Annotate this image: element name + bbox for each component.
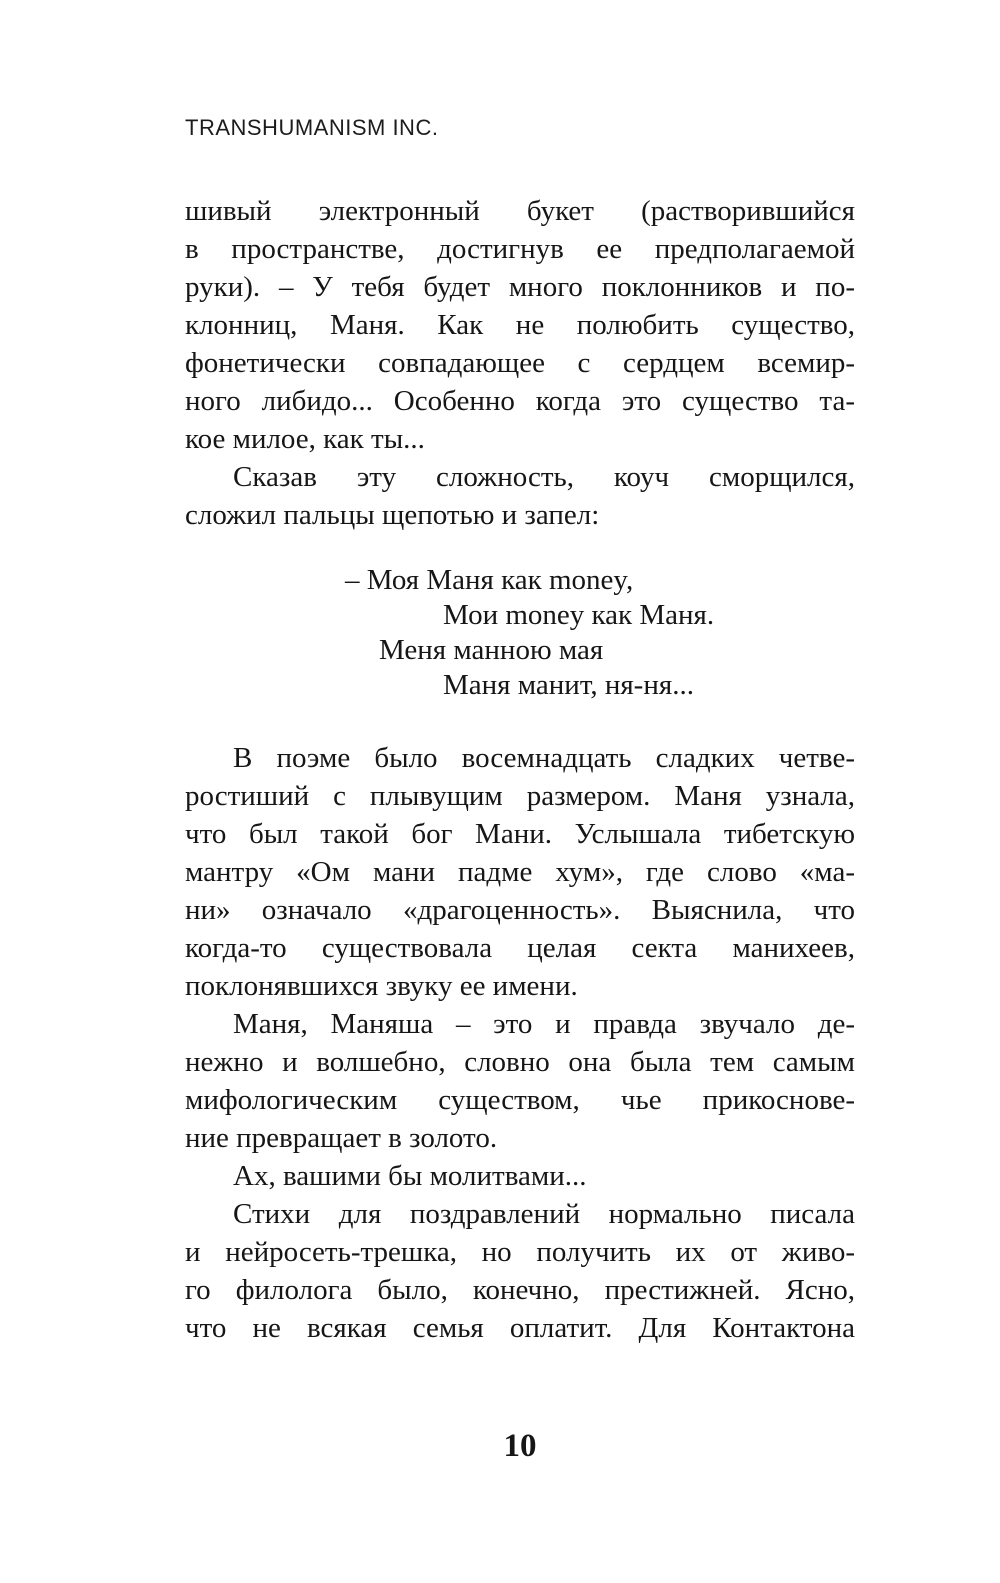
- text-line: ние превращает в золото.: [185, 1122, 498, 1154]
- text-line: ного либидо... Особенно когда это существо та-: [185, 385, 855, 417]
- text-line: что не всякая семья оплатит. Для Контактона: [185, 1312, 855, 1344]
- page-body: [185, 192, 855, 1347]
- paragraph: [185, 1157, 855, 1195]
- text-line: ни» означало «драгоценность». Выяснила, что: [185, 894, 855, 926]
- text-line: нежно и волшебно, словно она была тем самым: [185, 1046, 855, 1078]
- text-line: шивый электронный букет (растворившийся: [185, 195, 855, 227]
- verse-block: [185, 563, 855, 703]
- verse-line: Мои money как Маня.: [443, 599, 715, 631]
- text-line: клонниц, Маня. Как не полюбить существо,: [185, 309, 855, 341]
- text-line: кое милое, как ты...: [185, 423, 425, 455]
- text-line: мантру «Ом мани падме хум», где слово «ма-: [185, 856, 855, 888]
- verse-line: Маня манит, ня-ня...: [443, 669, 694, 701]
- paragraph: [185, 1005, 855, 1157]
- text-line: фонетически совпадающее с сердцем всемир-: [185, 347, 855, 379]
- text-line: В поэме было восемнадцать сладких четве-: [233, 742, 855, 774]
- paragraph: [185, 192, 855, 458]
- text-line: Маня, Маняша – это и правда звучало де-: [233, 1008, 855, 1040]
- text-line: ростиший с плывущим размером. Маня узнала,: [185, 780, 855, 812]
- text-line: Стихи для поздравлений нормально писала: [233, 1198, 855, 1230]
- text-line: мифологическим существом, чье прикоснове-: [185, 1084, 855, 1116]
- text-line: когда-то существовала целая секта манихеев,: [185, 932, 855, 964]
- text-line: руки). – У тебя будет много поклонников и по-: [185, 271, 855, 303]
- text-line: в пространстве, достигнув ее предполагаемой: [185, 233, 855, 265]
- text-line: Ах, вашими бы молитвами...: [233, 1160, 587, 1192]
- verse-line: – Моя Маня как money,: [345, 564, 634, 596]
- text-line: и нейросеть-трешка, но получить их от живо-: [185, 1236, 855, 1268]
- text-line: поклонявшихся звуку ее имени.: [185, 970, 578, 1002]
- verse-line: Меня манною мая: [379, 634, 604, 666]
- paragraph: [185, 458, 855, 534]
- text-line: Сказав эту сложность, коуч сморщился,: [233, 461, 855, 493]
- text-line: го филолога было, конечно, престижней. Ясно,: [185, 1274, 855, 1306]
- text-line: сложил пальцы щепотью и запел:: [185, 499, 600, 531]
- paragraph: [185, 739, 855, 1005]
- text-line: что был такой бог Мани. Услышала тибетскую: [185, 818, 855, 850]
- page-number: 10: [503, 1428, 537, 1464]
- running-header: TRANSHUMANISM INC.: [185, 115, 439, 140]
- paragraph: [185, 1195, 855, 1347]
